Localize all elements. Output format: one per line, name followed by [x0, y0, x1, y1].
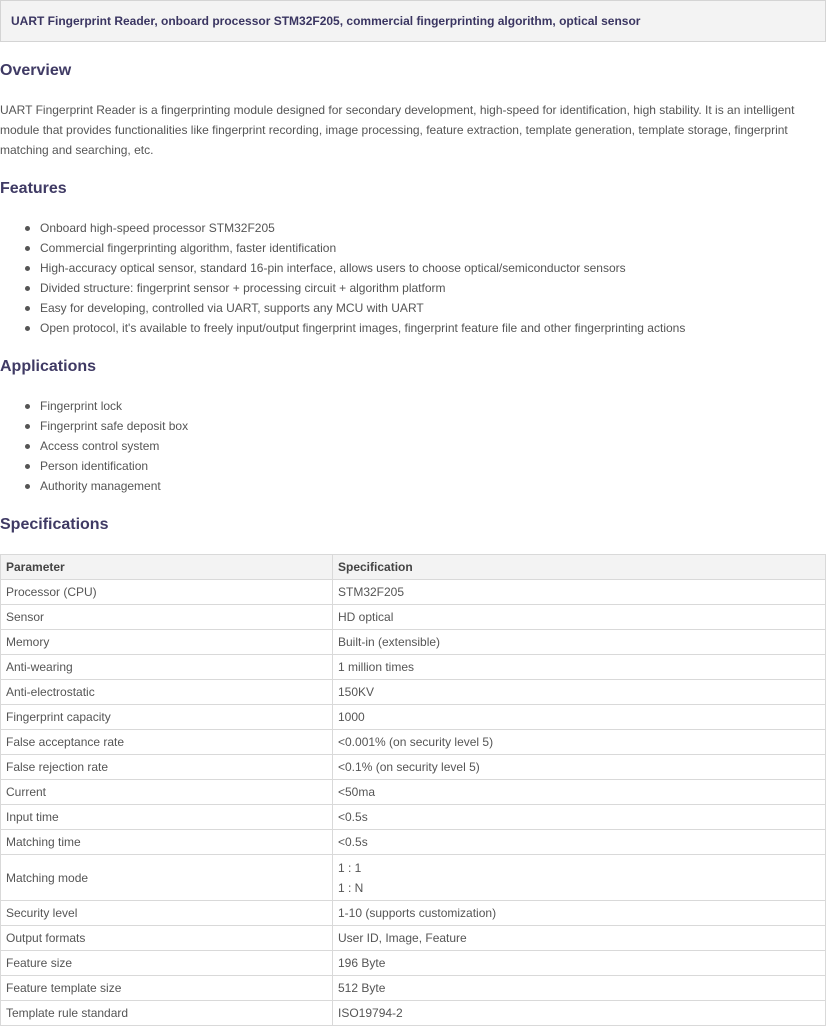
param-cell: Fingerprint capacity — [1, 705, 333, 730]
value-cell: 1 million times — [333, 655, 826, 680]
value-cell: HD optical — [333, 605, 826, 630]
list-item: Access control system — [0, 436, 188, 456]
table-row — [1, 580, 826, 605]
table-row — [1, 855, 826, 901]
table-header-row — [1, 555, 826, 580]
param-cell: False acceptance rate — [1, 730, 333, 755]
param-cell: Processor (CPU) — [1, 580, 333, 605]
param-cell: Template rule standard — [1, 1001, 333, 1026]
value-cell: <50ma — [333, 780, 826, 805]
table-row — [1, 976, 826, 1001]
param-cell: Anti-wearing — [1, 655, 333, 680]
param-cell: Feature size — [1, 951, 333, 976]
table-row — [1, 680, 826, 705]
table-row — [1, 1001, 826, 1026]
overview-text: UART Fingerprint Reader is a fingerprinting module designed for secondary development, high-speed for identification, high stability. It is an intelligent module that provides functionalities like fingerprint recording, image processing, feature extraction, template generation, template storage, fingerprint matching and searching, etc. — [0, 103, 795, 157]
value-cell: 512 Byte — [333, 976, 826, 1001]
value-cell: 196 Byte — [333, 951, 826, 976]
list-item: Divided structure: fingerprint sensor + processing circuit + algorithm platform — [0, 278, 685, 298]
table-row — [1, 755, 826, 780]
value-cell: 1-10 (supports customization) — [333, 901, 826, 926]
value-cell: STM32F205 — [333, 580, 826, 605]
param-cell: Matching mode — [1, 855, 333, 901]
list-item: Commercial fingerprinting algorithm, faster identification — [0, 238, 685, 258]
specifications-heading: Specifications — [0, 516, 109, 533]
value-cell: 1000 — [333, 705, 826, 730]
param-cell: Feature template size — [1, 976, 333, 1001]
value-cell: User ID, Image, Feature — [333, 926, 826, 951]
list-item: Onboard high-speed processor STM32F205 — [0, 218, 685, 238]
product-title-box — [0, 0, 826, 42]
table-row — [1, 655, 826, 680]
value-cell: 150KV — [333, 680, 826, 705]
value-cell — [333, 855, 826, 901]
param-cell: Anti-electrostatic — [1, 680, 333, 705]
table-row — [1, 951, 826, 976]
value-cell: <0.5s — [333, 805, 826, 830]
table-row — [1, 730, 826, 755]
param-cell: Current — [1, 780, 333, 805]
list-item: Easy for developing, controlled via UART, supports any MCU with UART — [0, 298, 685, 318]
value-cell: <0.001% (on security level 5) — [333, 730, 826, 755]
list-item: Fingerprint safe deposit box — [0, 416, 188, 436]
table-row — [1, 630, 826, 655]
list-item: High-accuracy optical sensor, standard 16-pin interface, allows users to choose optical/semiconductor sensors — [0, 258, 685, 278]
table-row — [1, 780, 826, 805]
product-title: UART Fingerprint Reader, onboard processor STM32F205, commercial fingerprinting algorithm, optical sensor — [11, 14, 641, 28]
overview-heading: Overview — [0, 62, 72, 79]
list-item: Person identification — [0, 456, 188, 476]
header-parameter: Parameter — [1, 555, 333, 580]
features-heading: Features — [0, 180, 67, 197]
applications-list — [0, 396, 188, 496]
table-row — [1, 926, 826, 951]
list-item: Fingerprint lock — [0, 396, 188, 416]
specifications-table — [0, 554, 826, 1026]
applications-heading: Applications — [0, 358, 97, 375]
value-line: 1 : N — [338, 880, 364, 895]
header-specification: Specification — [333, 555, 826, 580]
value-cell: ISO19794-2 — [333, 1001, 826, 1026]
table-row — [1, 805, 826, 830]
param-cell: Memory — [1, 630, 333, 655]
param-cell: Input time — [1, 805, 333, 830]
table-row — [1, 830, 826, 855]
value-cell: Built-in (extensible) — [333, 630, 826, 655]
table-row — [1, 901, 826, 926]
param-cell: Security level — [1, 901, 333, 926]
value-line: 1 : 1 — [338, 860, 362, 875]
param-cell: Output formats — [1, 926, 333, 951]
table-row — [1, 605, 826, 630]
table-row — [1, 705, 826, 730]
param-cell: Matching time — [1, 830, 333, 855]
list-item: Open protocol, it's available to freely input/output fingerprint images, fingerprint feature file and other fingerprinting actions — [0, 318, 685, 338]
param-cell: Sensor — [1, 605, 333, 630]
features-list — [0, 218, 685, 338]
value-cell: <0.1% (on security level 5) — [333, 755, 826, 780]
value-cell: <0.5s — [333, 830, 826, 855]
list-item: Authority management — [0, 476, 188, 496]
param-cell: False rejection rate — [1, 755, 333, 780]
